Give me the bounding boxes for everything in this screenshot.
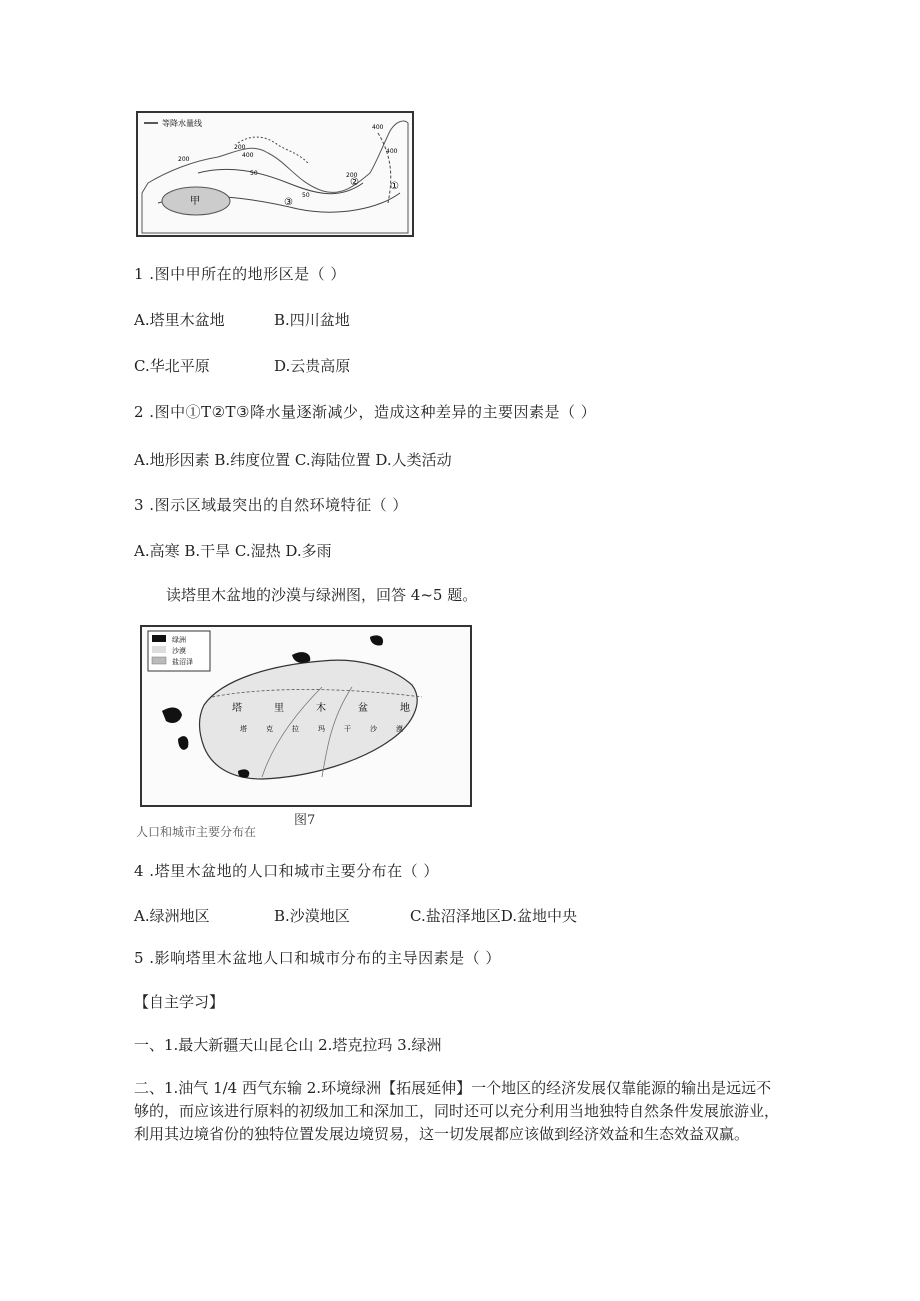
option-d: D.盆地中央: [500, 907, 577, 925]
tarim-basin-map: [136, 625, 474, 837]
contour-label: 50: [250, 170, 258, 177]
question-3-options: A.高寒 B.干旱 C.湿热 D.多雨: [134, 542, 332, 560]
desert-char: 克: [266, 725, 273, 733]
desert-char: 漠: [396, 725, 403, 733]
desert-char: 玛: [318, 725, 325, 733]
option-b: B.沙漠地区: [274, 907, 350, 925]
question-3: 3 .图示区域最突出的自然环境特征（ ）: [134, 496, 408, 514]
oasis: [370, 635, 383, 645]
isoline: [238, 137, 308, 163]
legend-desert-swatch: [152, 646, 166, 653]
site-2: ②: [350, 177, 359, 188]
legend-oasis: 绿洲: [172, 636, 186, 644]
reading-intro: 读塔里木盆地的沙漠与绿洲图，回答 4~5 题。: [166, 586, 478, 604]
contour-label: 200: [346, 172, 358, 179]
precipitation-map-graphic: [138, 113, 412, 235]
option-a: A.绿洲地区: [134, 907, 210, 925]
question-2: 2 .图中①T②T③降水量逐渐减少，造成这种差异的主要因素是（ ）: [134, 403, 597, 421]
question-4: 4 .塔里木盆地的人口和城市主要分布在（ ）: [134, 862, 439, 880]
tarim-basin-graphic: [142, 627, 470, 805]
option-b: B.四川盆地: [274, 311, 350, 329]
region-outline: [142, 121, 408, 233]
desert-char: 拉: [292, 725, 299, 733]
figure-caption: 图7: [294, 813, 316, 828]
self-study-heading: 【自主学习】: [134, 993, 225, 1011]
option-d: D.云贵高原: [274, 357, 351, 375]
isoline: [198, 169, 363, 193]
contour-label: 400: [386, 148, 398, 155]
legend-salt-marsh: 盐沼泽: [172, 658, 193, 666]
question-1: 1 .图中甲所在的地形区是（ ）: [134, 265, 346, 283]
contour-label: 400: [372, 124, 384, 131]
desert-char: 沙: [370, 725, 377, 733]
basin-char: 里: [274, 703, 284, 714]
basin-outline: [200, 660, 418, 779]
legend-oasis-swatch: [152, 635, 166, 642]
option-a: A.塔里木盆地: [134, 311, 225, 329]
question-2-options: A.地形因素 B.纬度位置 C.海陆位置 D.人类活动: [134, 451, 452, 469]
option-c: C.盐沼泽地区: [410, 907, 501, 925]
oasis: [292, 652, 310, 663]
contour-label: 400: [242, 152, 254, 159]
legend-salt-marsh-swatch: [152, 657, 166, 664]
oasis: [178, 736, 188, 750]
question-1-options-row-2: [134, 356, 350, 376]
label-jia: 甲: [190, 196, 200, 207]
option-c: C.华北平原: [134, 357, 210, 375]
legend-label: 等降水量线: [162, 119, 202, 128]
cropped-caption-text: 人口和城市主要分布在: [136, 825, 257, 837]
oasis: [162, 708, 182, 723]
contour-label: 50: [302, 192, 310, 199]
desert-char: 干: [344, 725, 351, 733]
contour-label: 200: [178, 156, 190, 163]
answer-section-1: 一、1.最大新疆天山昆仑山 2.塔克拉玛 3.绿洲: [134, 1036, 442, 1054]
question-1-options-row-1: [134, 310, 350, 330]
basin-char: 木: [316, 703, 326, 714]
precipitation-map: [136, 111, 414, 237]
contour-label: 200: [234, 144, 246, 151]
site-3: ③: [284, 197, 293, 208]
site-1: ①: [390, 181, 399, 192]
desert-char: 塔: [240, 725, 247, 733]
legend-desert: 沙漠: [172, 647, 186, 655]
question-4-options: [134, 906, 577, 926]
basin-char: 塔: [232, 703, 242, 714]
question-5: 5 .影响塔里木盆地人口和城市分布的主导因素是（ ）: [134, 949, 501, 967]
basin-char: 地: [400, 703, 410, 714]
answer-section-2: 二、1.油气 1/4 西气东输 2.环境绿洲【拓展延伸】一个地区的经济发展仅靠能源的输出是远远不够的，而应该进行原料的初级加工和深加工，同时还可以充分利用当地独特自然条件发展旅游业，利用其边境省份的独特位置发展边境贸易，这一切发展都应该做到经济效益和生态效益双赢。: [134, 1079, 780, 1143]
basin-char: 盆: [358, 703, 368, 714]
tarim-basin-frame: [140, 625, 472, 807]
